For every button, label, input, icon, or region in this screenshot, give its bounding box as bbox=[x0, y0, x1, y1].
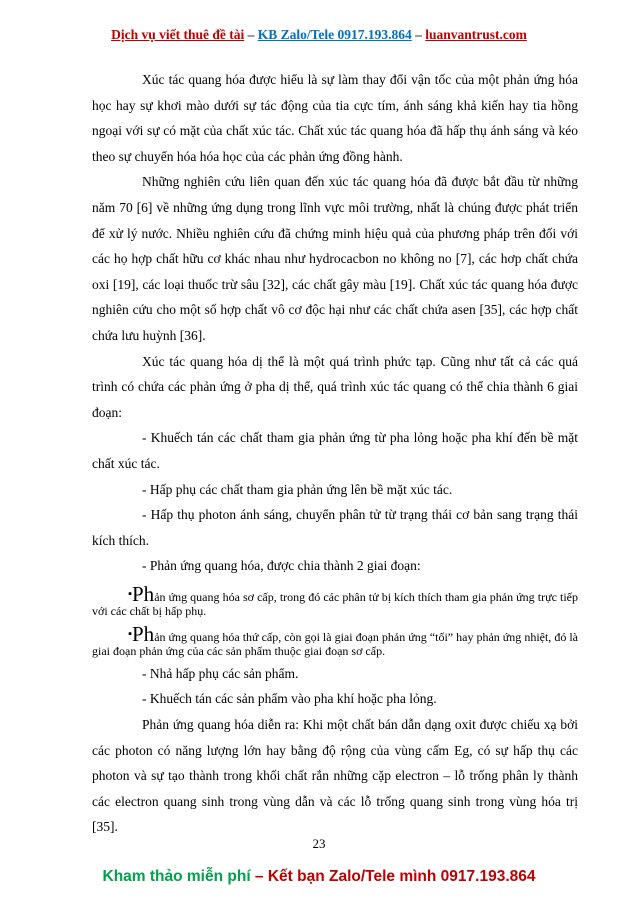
bullet-icon: ▪ bbox=[128, 587, 132, 600]
stage-item-photoreaction: - Phản ứng quang hóa, được chia thành 2 giai đoạn: bbox=[142, 558, 421, 574]
page-header bbox=[0, 27, 638, 43]
substage-secondary-text: ản ứng quang hóa thứ cấp, còn gọi là giai đoạn phản ứng “tối” hay phản ứng nhiệt, đó là giai đoạn phản ứng của các sản phẩm thuộc giai đoạn sơ cấp. bbox=[92, 629, 578, 659]
bullet-icon: ▪ bbox=[128, 627, 132, 640]
substage-primary-dropcap: Ph bbox=[132, 581, 155, 606]
document-body bbox=[92, 67, 578, 840]
paragraph-stages-intro: Xúc tác quang hóa dị thể là một quá trình phức tạp. Cũng như tất cả các quá trình có chứa các phản ứng ở pha dị thể, quá trình xúc tác quang có thể chia thành 6 giai đoạn: bbox=[92, 353, 578, 420]
page-footer bbox=[0, 868, 638, 886]
substage-secondary bbox=[92, 621, 578, 659]
header-service-link[interactable]: Dịch vụ viết thuê đề tài bbox=[111, 27, 245, 42]
page-number: 23 bbox=[312, 836, 326, 851]
paragraph-definition: Xúc tác quang hóa được hiểu là sự làm thay đổi vận tốc của một phản ứng hóa học hay sự khơi mào dưới sự tác động của tia cực tím, ánh sáng khả kiến hay tia hồng ngoại với sự có mặt của chất xúc tác. Chất xúc tác quang hóa đã hấp thụ ánh sáng và kéo theo sự chuyển hóa hóa học của các phản ứng đồng hành. bbox=[92, 72, 578, 164]
footer-contact: Kết bạn Zalo/Tele mình 0917.193.864 bbox=[267, 868, 536, 885]
stage-item-product-diffusion: - Khuếch tán các sản phẩm vào pha khí hoặc pha lỏng. bbox=[142, 691, 437, 707]
header-contact-link[interactable]: KB Zalo/Tele 0917.193.864 bbox=[257, 27, 412, 42]
stage-item-desorption: - Nhả hấp phụ các sản phẩm. bbox=[142, 665, 299, 681]
substage-secondary-dropcap: Ph bbox=[132, 621, 155, 646]
stage-item-diffusion: - Khuếch tán các chất tham gia phản ứng từ pha lỏng hoặc pha khí đến bề mặt chất xúc tác. bbox=[92, 430, 578, 471]
header-separator: – bbox=[411, 27, 426, 42]
stage-item-photon-absorption: - Hấp thụ photon ánh sáng, chuyển phân tử từ trạng thái cơ bản sang trạng thái kích thích. bbox=[92, 507, 578, 548]
paragraph-mechanism: Phản ứng quang hóa diễn ra: Khi một chất bán dẫn dạng oxit được chiếu xạ bởi các photon có năng lượng lớn hay bằng độ rộng của vùng cấm Eg, có sự hấp thụ các photon và sự tạo thành trong khối chất rắn những cặp electron – lỗ trống phân ly thành các electron quang sinh trong vùng dẫn và các lỗ trống quang sinh trong vùng hóa trị [35]. bbox=[92, 717, 578, 835]
footer-free-reference: Kham thảo miễn phí bbox=[102, 868, 251, 885]
header-separator: – bbox=[244, 27, 258, 42]
footer-separator: – bbox=[250, 868, 268, 885]
stage-item-adsorption: - Hấp phụ các chất tham gia phản ứng lên bề mặt xúc tác. bbox=[142, 481, 453, 497]
header-website-link[interactable]: luanvantrust.com bbox=[425, 27, 527, 42]
substage-primary bbox=[92, 581, 578, 619]
substage-primary-text: ản ứng quang hóa sơ cấp, trong đó các phân tử bị kích thích tham gia phản ứng trực tiếp với các chất bị hấp phụ. bbox=[92, 589, 578, 619]
paragraph-research: Những nghiên cứu liên quan đến xúc tác quang hóa đã được bắt đầu từ những năm 70 [6] về những ứng dụng trong lĩnh vực môi trường, nhất là chúng được phát triển để xử lý nước. Nhiều nghiên cứu đã chứng minh hiệu quả của phương pháp trên đối với các họ hợp chất hữu cơ khác nhau như hydrocacbon no không no [7], các hơp chất chứa oxi [19], các loại thuốc trừ sâu [32], các chất gây màu [19]. Chất xúc tác quang hóa được nghiên cứu cho một số hợp chất vô cơ độc hại như các chất chứa asen [35], các hợp chất chứa lưu huỳnh [36]. bbox=[92, 174, 578, 343]
